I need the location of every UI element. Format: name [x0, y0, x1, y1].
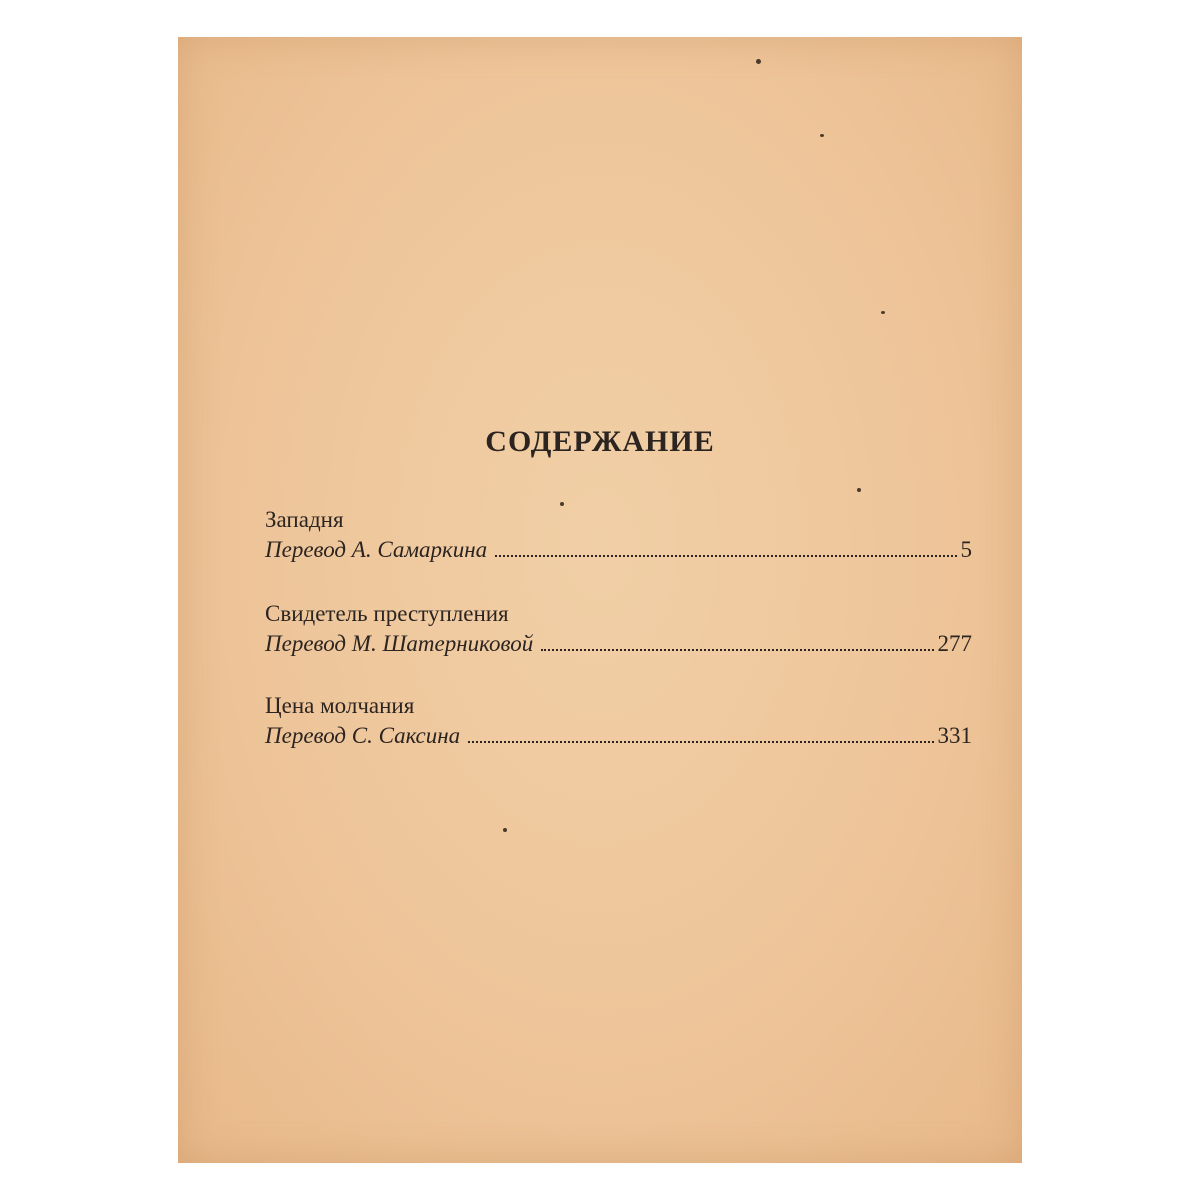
book-page [178, 37, 1022, 1163]
entry-page-number: 5 [960, 537, 972, 562]
speckle [881, 311, 885, 314]
entry-title: Западня [265, 507, 344, 532]
toc-entry [265, 505, 972, 565]
entry-translator: Перевод М. Шатерниковой [265, 631, 534, 656]
entry-line [265, 721, 972, 751]
speckle [857, 488, 861, 492]
entry-translator: Перевод А. Самаркина [265, 537, 488, 562]
speckle [820, 134, 824, 137]
toc-entry [265, 691, 972, 751]
entry-line [265, 629, 972, 659]
entry-title: Цена молчания [265, 693, 415, 718]
page-title: СОДЕРЖАНИЕ [485, 425, 715, 458]
dot-leader [468, 740, 933, 743]
entry-line [265, 535, 972, 565]
entry-translator: Перевод С. Саксина [265, 723, 461, 748]
entry-page-number: 277 [937, 631, 972, 656]
entry-page-number: 331 [937, 723, 972, 748]
toc-entry [265, 599, 972, 659]
speckle [503, 828, 507, 832]
dot-leader [541, 648, 933, 651]
speckle [756, 59, 761, 64]
dot-leader [495, 554, 956, 557]
entry-title: Свидетель преступления [265, 601, 509, 626]
